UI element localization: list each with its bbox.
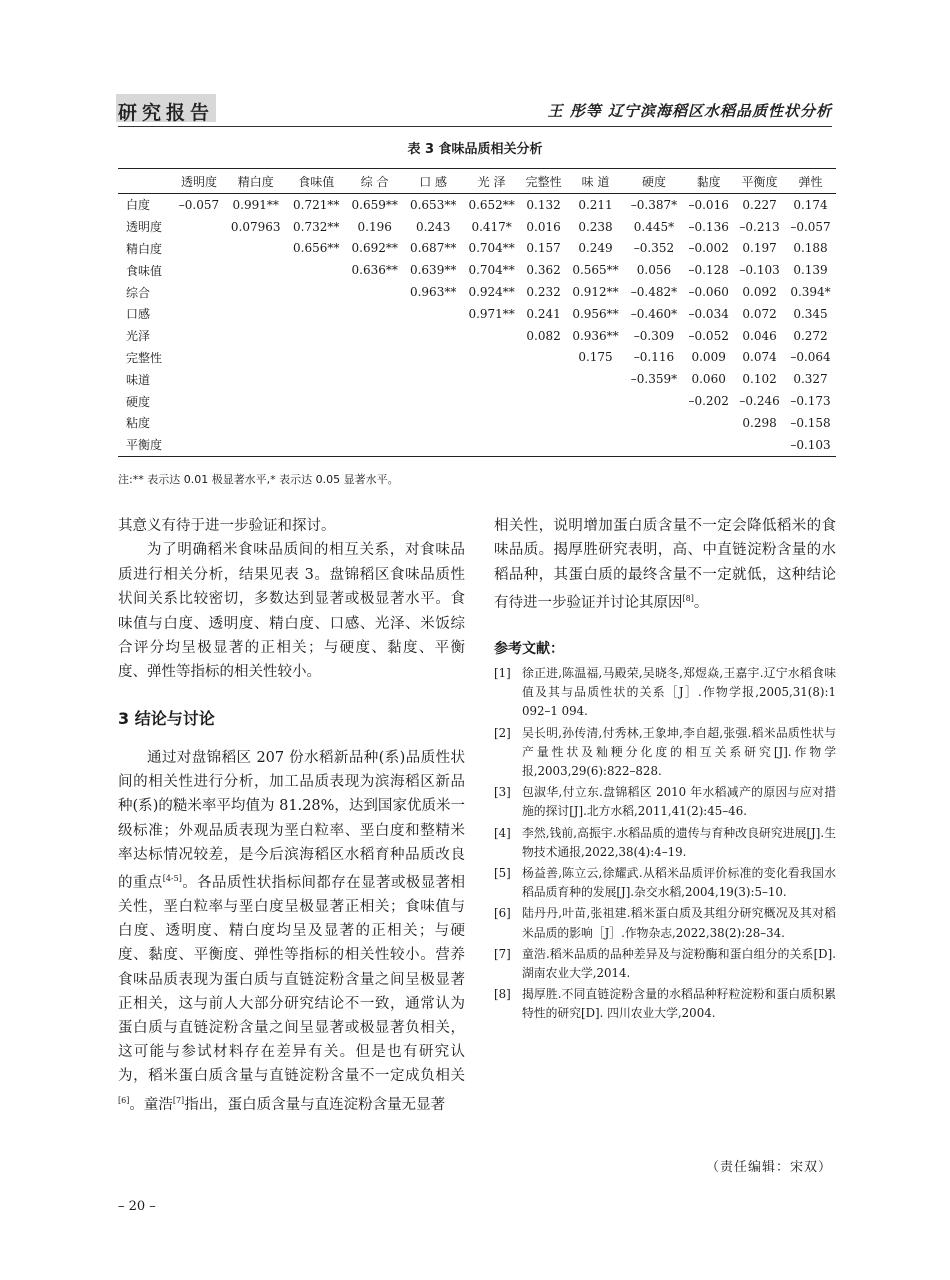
table-cell — [287, 303, 345, 325]
table-cell: –0.057 — [178, 197, 220, 212]
reference-item — [494, 904, 836, 942]
table-cell — [462, 412, 520, 434]
table-cell: –0.052 — [688, 328, 729, 343]
column-header: 味 道 — [566, 169, 624, 194]
table-cell: 0.721** — [293, 197, 340, 212]
table-cell — [404, 347, 462, 369]
table-cell — [174, 347, 225, 369]
table-cell: 0.991** — [232, 197, 279, 212]
table-row — [118, 194, 836, 216]
table-cell: 0.188 — [793, 241, 828, 256]
table-cell: –0.352 — [633, 241, 675, 256]
table-cell: 0.243 — [415, 219, 451, 234]
table-cell — [462, 390, 520, 412]
table-cell — [287, 434, 345, 456]
table-cell: 0.956** — [572, 306, 619, 321]
table-cell — [521, 390, 566, 412]
table-cell — [345, 390, 403, 412]
table-cell — [287, 412, 345, 434]
reference-item — [494, 724, 836, 782]
table-row — [118, 347, 836, 369]
table-cell: 0.132 — [526, 197, 561, 212]
table-cell — [566, 368, 624, 390]
table-cell — [174, 368, 225, 390]
table-row — [118, 325, 836, 347]
table-cell — [224, 434, 287, 456]
table-cell — [683, 412, 734, 434]
row-header: 完整性 — [126, 350, 163, 365]
table-cell — [224, 390, 287, 412]
reference-number: [5] — [494, 866, 511, 881]
table-cell — [521, 368, 566, 390]
paragraph-continuation — [494, 514, 836, 615]
row-header: 味道 — [126, 372, 151, 387]
reference-number: [2] — [494, 725, 511, 740]
paragraph-intro-1: 其意义有待于进一步验证和探讨。 — [118, 518, 336, 534]
table-cell: 0.659** — [351, 197, 398, 212]
editor-credit: （责任编辑：宋双） — [705, 1160, 832, 1175]
reference-text: 揭厚胜.不同直链淀粉含量的水稻品种籽粒淀粉和蛋白质积累特性的研究[D]. 四川农业大学,2004. — [522, 987, 836, 1021]
table-cell: 0.656** — [293, 241, 340, 256]
table-cell — [174, 390, 225, 412]
table-cell — [345, 412, 403, 434]
table-cell: 0.092 — [742, 285, 777, 300]
table-cell: –0.064 — [790, 350, 831, 365]
table-cell: 0.072 — [742, 306, 777, 321]
table-cell — [224, 347, 287, 369]
table-cell: –0.387* — [630, 197, 678, 212]
reference-item — [494, 783, 836, 821]
reference-text: 李然,钱前,高振宇.水稻品质的遗传与育种改良研究进展[J].生物技术通报,2022,38(4):4–19. — [522, 825, 836, 859]
row-header: 食味值 — [126, 263, 163, 278]
row-header: 透明度 — [126, 220, 163, 235]
table-cell: 0.936** — [572, 328, 619, 343]
table-cell: 0.211 — [578, 197, 613, 212]
table-cell: –0.128 — [688, 263, 729, 278]
table-cell: –0.359* — [630, 372, 678, 387]
table-cell: 0.971** — [468, 306, 515, 321]
table-cell: 0.653** — [409, 197, 457, 212]
table-cell — [521, 412, 566, 434]
table-cell — [287, 347, 345, 369]
reference-text: 陆丹丹,叶苗,张祖建.稻米蛋白质及其组分研究概况及其对稻米品质的影响［J］.作物杂志,2022,38(2):28–34. — [522, 906, 836, 940]
table-cell — [174, 259, 225, 281]
table-cell: –0.136 — [688, 219, 729, 234]
table-cell: 0.227 — [742, 197, 777, 212]
table-cell — [345, 303, 403, 325]
table-corner-header — [118, 169, 174, 194]
table-cell: –0.213 — [739, 219, 780, 234]
table-cell — [404, 412, 462, 434]
table-cell: 0.345 — [793, 306, 828, 321]
reference-number: [7] — [494, 946, 511, 961]
table-cell: 0.157 — [526, 241, 561, 256]
row-header: 精白度 — [126, 241, 163, 256]
column-header: 弹性 — [785, 169, 836, 194]
table-row — [118, 216, 836, 238]
table-cell — [224, 303, 287, 325]
table-cell: –0.103 — [785, 434, 836, 456]
table-row — [118, 238, 836, 260]
table-cell: 0.046 — [742, 328, 777, 343]
table-cell: –0.482* — [630, 285, 678, 300]
table-cell — [224, 238, 287, 260]
continuation-text-b: 。 — [693, 595, 709, 612]
table-cell — [404, 368, 462, 390]
table-row — [118, 303, 836, 325]
reference-number: [6] — [494, 906, 511, 921]
table-cell — [224, 281, 287, 303]
table-cell — [521, 347, 566, 369]
table-title: 表 3 食味品质相关分析 — [407, 142, 543, 157]
column-header: 完整性 — [521, 169, 566, 194]
citation-6: [6] — [118, 1095, 130, 1105]
table-cell — [174, 325, 225, 347]
row-header: 综合 — [126, 285, 151, 300]
column-header: 光 泽 — [462, 169, 520, 194]
table-header-row — [118, 169, 836, 194]
reference-item — [494, 985, 836, 1023]
table-cell — [224, 325, 287, 347]
table-cell: –0.002 — [688, 241, 729, 256]
conclusion-text-d: 指出，蛋白质含量与直连淀粉含量无显著 — [184, 1096, 446, 1113]
table-cell — [174, 216, 225, 238]
table-cell — [224, 368, 287, 390]
table-cell — [462, 434, 520, 456]
column-header: 食味值 — [287, 169, 345, 194]
table-cell — [566, 412, 624, 434]
table-cell: –0.158 — [790, 415, 831, 430]
table-cell: –0.057 — [790, 219, 831, 234]
table-row — [118, 281, 836, 303]
table-cell — [174, 412, 225, 434]
column-header: 精白度 — [224, 169, 287, 194]
table-cell: 0.175 — [578, 350, 613, 365]
table-cell: 0.417* — [471, 219, 512, 234]
table-cell — [287, 281, 345, 303]
table-cell: –0.060 — [688, 285, 729, 300]
table-cell: 0.07963 — [230, 219, 281, 234]
paragraph-intro-2: 为了明确稻米食味品质间的相互关系，对食味品质进行相关分析，结果见表 3。盘锦稻区食味品质性状间关系比较密切，多数达到显著或极显著水平。食味值与白度、透明度、精白度、口感、光泽、米饭综合评分均呈极显著的正相关；与硬度、黏度、平衡度、弹性等指标的相关性较小。 — [118, 542, 465, 681]
reference-text: 包淑华,付立东.盘锦稻区 2010 年水稻减产的原因与应对措施的探讨[J].北方水稻,2011,41(2):45–46. — [522, 785, 836, 819]
table-cell: 0.056 — [636, 263, 672, 278]
reference-number: [3] — [494, 785, 511, 800]
table-cell — [174, 238, 225, 260]
column-header: 综 合 — [345, 169, 403, 194]
reference-item — [494, 824, 836, 862]
column-header: 平衡度 — [734, 169, 785, 194]
table-cell: 0.394* — [790, 285, 831, 300]
table-cell — [345, 281, 403, 303]
section-body — [118, 746, 465, 1117]
table-row — [118, 259, 836, 281]
table-cell: 0.687** — [409, 241, 457, 256]
table-cell — [625, 390, 683, 412]
row-header: 白度 — [126, 198, 151, 213]
table-cell — [224, 259, 287, 281]
table-cell: 0.639** — [409, 263, 457, 278]
citation-7: [7] — [172, 1095, 185, 1105]
table-cell: 0.692** — [351, 241, 398, 256]
table-row — [118, 434, 836, 456]
table-cell — [566, 390, 624, 412]
column-header: 透明度 — [174, 169, 225, 194]
table-cell: 0.232 — [526, 285, 561, 300]
table-cell — [345, 368, 403, 390]
continuation-text-a: 相关性，说明增加蛋白质含量不一定会降低稻米的食味品质。揭厚胜研究表明，高、中直链淀粉含量的水稻品种，其蛋白质的最终含量不一定就低，这种结论有待进一步验证并讨论其原因 — [494, 518, 836, 612]
reference-text: 杨益善,陈立云,徐耀武.从稻米品质评价标准的变化看我国水稻品质育种的发展[J].杂交水稻,2004,19(3):5–10. — [522, 866, 836, 900]
paragraph-conclusion — [118, 746, 465, 1117]
table-cell: 0.016 — [526, 219, 561, 234]
table-cell: 0.565** — [572, 263, 619, 278]
table-cell — [462, 368, 520, 390]
table-row — [118, 412, 836, 434]
table-cell: –0.309 — [633, 328, 675, 343]
section-heading: 3 结论与讨论 — [118, 709, 215, 728]
table-cell — [404, 325, 462, 347]
table-cell — [566, 434, 624, 456]
table-cell — [287, 325, 345, 347]
table-cell: 0.445* — [633, 219, 675, 234]
right-column-continuation — [494, 514, 836, 615]
table-cell: 0.963** — [409, 285, 457, 300]
reference-number: [4] — [494, 825, 511, 840]
reference-number: [8] — [494, 987, 511, 1002]
table-cell — [404, 303, 462, 325]
table-cell: 0.704** — [468, 263, 515, 278]
table-cell: 0.327 — [793, 372, 828, 387]
table-cell: 0.362 — [526, 263, 561, 278]
table-cell: –0.173 — [790, 394, 831, 409]
reference-item — [494, 664, 836, 722]
citation-4-5: [4-5] — [162, 874, 182, 884]
table-cell — [625, 434, 683, 456]
table-cell — [404, 434, 462, 456]
table-note: 注:** 表示达 0.01 极显著水平,* 表示达 0.05 显著水平。 — [118, 473, 399, 486]
table-cell — [174, 434, 225, 456]
table-cell — [345, 325, 403, 347]
table-body — [118, 194, 836, 457]
header-section-label: 研究报告 — [118, 102, 215, 124]
row-header: 口感 — [126, 307, 151, 322]
table-cell: 0.174 — [793, 197, 828, 212]
reference-text: 徐正进,陈温福,马殿荣,吴晓冬,郑煜焱,王嘉宇.辽宁水稻食味值及其与品质性状的关系［J］.作物学报,2005,31(8):1 092–1 094. — [522, 666, 836, 719]
table-cell: 0.139 — [793, 263, 828, 278]
table-cell — [174, 303, 225, 325]
references-heading: 参考文献： — [494, 641, 564, 657]
table-cell — [404, 390, 462, 412]
table-cell: 0.636** — [351, 263, 398, 278]
table-cell: 0.196 — [357, 219, 392, 234]
page-number: – 20 – — [118, 1199, 156, 1214]
table-cell: 0.249 — [578, 241, 613, 256]
table-cell: –0.103 — [739, 263, 780, 278]
table-row — [118, 390, 836, 412]
table-cell: 0.082 — [526, 328, 561, 343]
table-cell: 0.732** — [293, 219, 340, 234]
table-cell: –0.460* — [630, 306, 678, 321]
table-cell: 0.102 — [742, 372, 777, 387]
table-cell: 0.009 — [691, 350, 726, 365]
reference-item — [494, 945, 836, 983]
table-row — [118, 368, 836, 390]
row-header: 粘度 — [126, 416, 151, 431]
row-header: 硬度 — [126, 394, 151, 409]
table-cell — [287, 390, 345, 412]
table-cell: 0.074 — [742, 350, 777, 365]
table-cell — [287, 259, 345, 281]
table-cell — [683, 434, 734, 456]
reference-item — [494, 864, 836, 902]
conclusion-text-b: 。各品质性状指标间都存在显著或极显著相关性，垩白粒率与垩白度呈极显著正相关；食味值与白度、透明度、精白度均呈及显著的正相关；与硬度、黏度、平衡度、弹性等指标的相关性较小。营养食味品质表现为蛋白质与直链淀粉含量之间呈极显著正相关，这与前人大部分研究结论不一致，通常认为蛋白质与直链淀粉含量之间呈显著或极显著负相关，这可能与参试材料存在差异有关。但是也有研究认为，稻米蛋白质含量与直链淀粉含量不一定成负相关 — [118, 874, 466, 1085]
reference-number: [1] — [494, 666, 511, 680]
row-header: 平衡度 — [118, 434, 174, 456]
correlation-table — [118, 168, 836, 457]
column-header: 口 感 — [404, 169, 462, 194]
header-article-title: 王 彤等 辽宁滨海稻区水稻品质性状分析 — [547, 102, 832, 120]
conclusion-text-c: 。童浩 — [129, 1096, 173, 1113]
table-cell — [345, 347, 403, 369]
left-column-intro — [118, 514, 465, 685]
table-cell: 0.924** — [468, 285, 515, 300]
table-cell — [174, 281, 225, 303]
table-cell — [462, 347, 520, 369]
table-cell: –0.034 — [688, 306, 729, 321]
reference-text: 吴长明,孙传清,付秀林,王象坤,李自超,张强.稻米品质性状与产量性状及籼粳分化度的相互关系研究[J].作物学报,2003,29(6):822–828. — [522, 725, 836, 779]
table-cell: 0.272 — [793, 328, 828, 343]
row-header: 光泽 — [126, 329, 151, 344]
citation-8: [8] — [682, 594, 694, 604]
table-cell: 0.652** — [468, 197, 515, 212]
table-cell: 0.704** — [468, 241, 515, 256]
table-cell — [345, 434, 403, 456]
table-cell: –0.116 — [633, 350, 675, 365]
column-header: 黏度 — [683, 169, 734, 194]
header-rule — [118, 126, 832, 127]
table-cell: –0.202 — [688, 394, 729, 409]
table-cell: 0.238 — [578, 219, 613, 234]
references-list — [494, 664, 836, 1026]
table-cell: 0.197 — [742, 241, 777, 256]
conclusion-text-a: 通过对盘锦稻区 207 份水稻新品种(系)品质性状间的相关性进行分析，加工品质表现为滨海稻区新品种(系)的糙米率平均值为 81.28%，达到国家优质米一级标准；外观品质表现为垩白粒率、垩白度和整精米率达标情况较差，是今后滨海稻区水稻育种品质改良的重点 — [118, 750, 465, 891]
table-cell — [224, 412, 287, 434]
table-cell: 0.241 — [526, 306, 561, 321]
column-header: 硬度 — [625, 169, 683, 194]
table-cell — [287, 368, 345, 390]
table-cell: 0.298 — [742, 415, 777, 430]
table-cell — [625, 412, 683, 434]
table-cell — [734, 434, 785, 456]
reference-text: 童浩.稻米品质的品种差异及与淀粉酶和蛋白组分的关系[D].湖南农业大学,2014. — [522, 946, 836, 981]
table-cell: 0.912** — [572, 285, 619, 300]
table-cell: –0.016 — [688, 197, 729, 212]
table-cell — [462, 325, 520, 347]
table-cell: 0.060 — [691, 372, 726, 387]
table-cell — [521, 434, 566, 456]
table-cell: –0.246 — [739, 394, 780, 409]
